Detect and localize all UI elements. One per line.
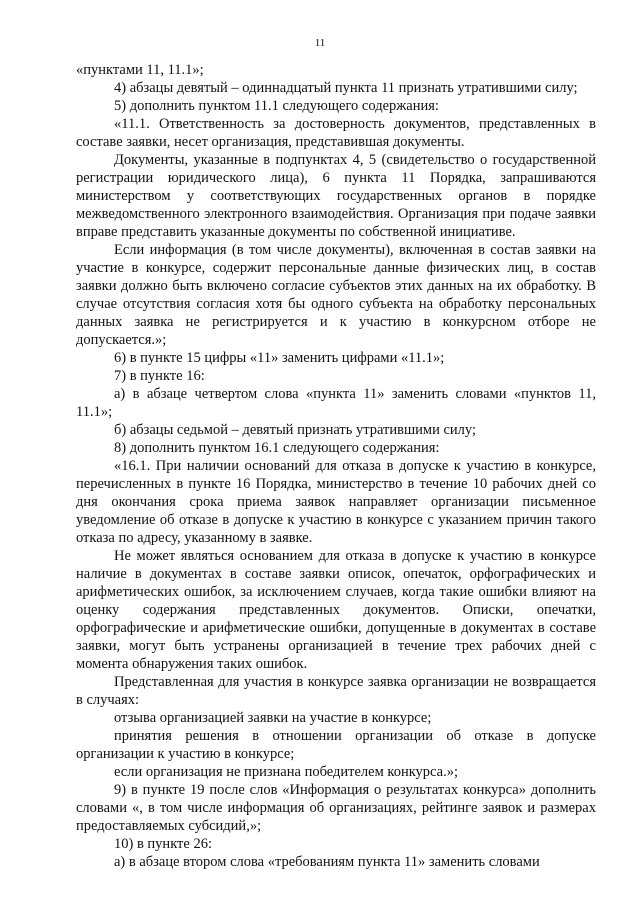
paragraph: Представленная для участия в конкурсе заявка организации не возвращается в случаях: (76, 674, 596, 708)
paragraph: 8) дополнить пунктом 16.1 следующего содержания: (114, 440, 440, 456)
paragraph: отзыва организацией заявки на участие в конкурсе; (114, 710, 432, 726)
paragraph: а) в абзаце четвертом слова «пункта 11» заменить словами «пунктов 11, 11.1»; (76, 386, 596, 420)
paragraph: если организация не признана победителем конкурса.»; (114, 764, 458, 780)
paragraph: принятия решения в отношении организации об отказе в допуске организации к участию в конкурсе; (76, 728, 596, 762)
paragraph: Документы, указанные в подпунктах 4, 5 (свидетельство о государственной регистрации юридического лица), 6 пункта 11 Порядка, запрашиваются министерством у соответствующих государственных органов в порядке межведомственного электронного взаимодействия. Организация при подаче заявки вправе представить указанные документы по собственной инициативе. (76, 152, 596, 240)
paragraph: 10) в пункте 26: (114, 836, 212, 852)
paragraph: «11.1. Ответственность за достоверность документов, представленных в составе заявки, несет организация, представившая документы. (76, 116, 596, 150)
paragraph: Если информация (в том числе документы), включенная в состав заявки на участие в конкурсе, содержит персональные данные физических лиц, в состав заявки должно быть включено согласие субъектов этих данных на их обработку. В случае отсутствия согласия хотя бы одного субъекта на обработку персональных данных заявка не регистрируется и к участию в конкурсном отборе не допускается.»; (76, 242, 596, 348)
paragraph: 6) в пункте 15 цифры «11» заменить цифрами «11.1»; (114, 350, 445, 366)
paragraph: а) в абзаце втором слова «требованиям пункта 11» заменить словами (114, 854, 540, 870)
document-body (76, 61, 596, 871)
page-number: 11 (314, 37, 326, 49)
paragraph: 5) дополнить пунктом 11.1 следующего содержания: (114, 98, 439, 114)
paragraph: «16.1. При наличии оснований для отказа в допуске к участию в конкурсе, перечисленных в пункте 16 Порядка, министерство в течение 10 рабочих дней со дня окончания срока приема заявок направляет организации письменное уведомление об отказе в допуске к участию в конкурсе с указанием причин такого отказа по адресу, указанному в заявке. (76, 458, 596, 546)
paragraph: 4) абзацы девятый – одиннадцатый пункта 11 признать утратившими силу; (114, 80, 578, 96)
paragraph: 7) в пункте 16: (114, 368, 205, 384)
paragraph: б) абзацы седьмой – девятый признать утратившими силу; (114, 422, 476, 438)
paragraph: «пунктами 11, 11.1»; (76, 62, 204, 78)
paragraph: Не может являться основанием для отказа в допуске к участию в конкурсе наличие в документах в составе заявки описок, опечаток, орфографических и арифметических ошибок, за исключением случаев, когда такие ошибки влияют на оценку содержания представленных документов. Описки, опечатки, орфографические и арифметические ошибки, допущенные в документах в составе заявки, могут быть устранены организацией в течение трех рабочих дней с момента обнаружения таких ошибок. (76, 548, 596, 672)
paragraph: 9) в пункте 19 после слов «Информация о результатах конкурса» дополнить словами «, в том числе информация об организациях, рейтинге заявок и размерах предоставляемых субсидий,»; (76, 782, 596, 834)
